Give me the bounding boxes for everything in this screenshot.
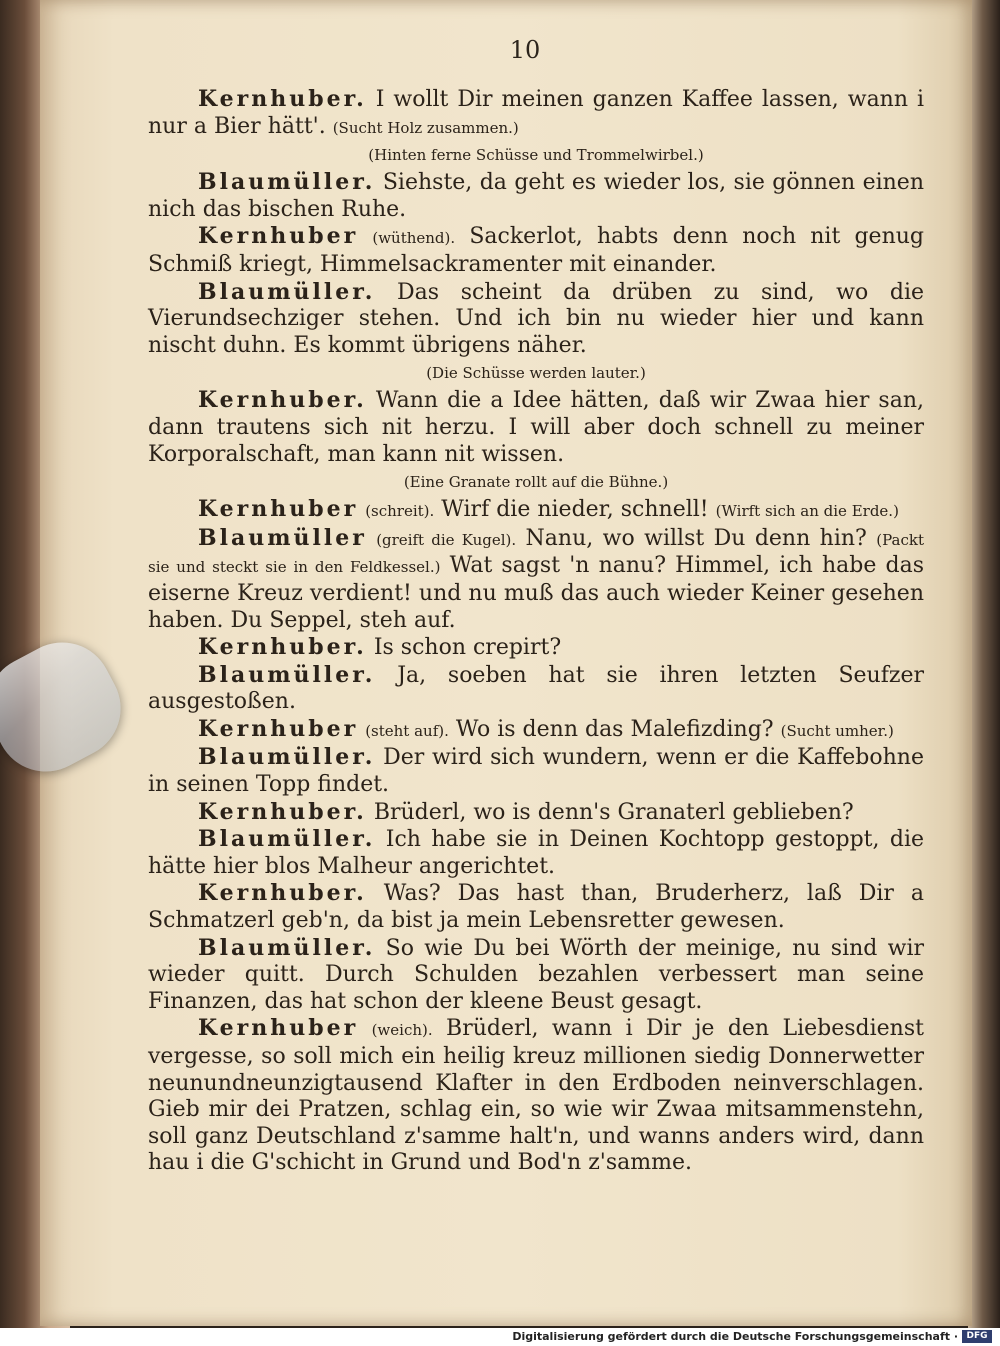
speech-line [148,86,924,141]
stage-direction: (Eine Granate rollt auf die Bühne.) [403,473,669,492]
speaker-name: Kernhuber. [198,880,367,907]
speaker-name: Kernhuber [198,223,359,250]
speech-text: Der wird sich wundern, wenn er die Kaffebohne in seinen Topp findet. [148,745,924,798]
speech-text: Wo is denn das Malefizding? [455,716,774,742]
speaker-name: Kernhuber [198,496,359,523]
speaker-name: Kernhuber [198,715,359,742]
speech-text: Sackerlot, habts denn noch nit genug Schmiß kriegt, Himmelsackramenter mit einander. [148,224,924,277]
speaker-name: Kernhuber. [198,86,367,112]
speech-line [148,744,924,798]
speech-line [148,387,924,468]
play-text [148,86,924,1177]
speech-line [148,935,924,1016]
speech-line [148,169,924,223]
speaker-name: Kernhuber. [198,387,367,414]
footer-bar [0,1328,1000,1346]
speech-line [148,496,924,525]
speech-text: Wann die a Idee hätten, daß wir Zwaa hier san, dann trautens sich nit herzu. I will aber doch schnell zu meiner Korporalschaft, man kann nit wissen. [148,388,924,467]
inline-direction: (Packt sie und steckt sie in den Feldkessel.) [148,530,924,577]
footer-credit: Digitalisierung gefördert durch die Deutsche Forschungsgemeinschaft · [512,1330,958,1343]
speaker-name: Kernhuber. [198,634,367,661]
page-number: 10 [509,36,541,64]
stage-direction: (Die Schüsse werden lauter.) [426,364,646,383]
speech-text: Brüderl, wann i Dir je den Liebesdienst vergesse, so soll mich ein heilig kreuz millionen siedig Donnerwetter neunundneunzigtausend Klafter in den Erdboden neinverschlagen. Gieb mir dei Pratzen, schlag ein, so wie wir Zwaa mitsammenstehn, soll ganz Deutschland z'samme halt'n, und wanns anders wird, dann hau i die G'schicht in Grund und Bod'n z'samme. [148,1016,924,1176]
speech-text: Is schon crepirt? [373,635,562,661]
inline-direction: (steht auf). [365,721,449,740]
speech-line [148,634,924,662]
speech-text: Brüderl, wo is denn's Granaterl geblieben? [373,799,854,825]
speech-line [148,716,924,745]
inline-direction: (wüthend). [372,229,456,248]
speech-line [148,826,924,880]
speech-line [148,799,924,827]
speech-line [148,1015,924,1177]
speaker-name: Blaumüller. [198,278,376,305]
speech-text: Wat sagst 'n nanu? Himmel, ich habe das eiserne Kreuz verdient! und nu muß das auch wieder Keiner gesehen haben. Du Seppel, steh auf. [148,553,924,633]
speaker-name: Blaumüller. [198,744,376,771]
inline-direction: (weich). [371,1021,433,1040]
speaker-name: Blaumüller. [198,169,376,196]
dfg-logo: DFG [962,1330,992,1343]
speech-line [148,880,924,934]
book-page [40,0,972,1326]
speech-text: Was? Das hast than, Bruderherz, laß Dir a Schmatzerl geb'n, da bist ja mein Lebensretter gewesen. [148,881,924,934]
speech-text: Ja, soeben hat sie ihren letzten Seufzer ausgestoßen. [148,662,924,715]
inline-direction: (Wirft sich an die Erde.) [715,502,899,521]
inline-direction: (schreit). [365,502,435,521]
stage-direction: (Hinten ferne Schüsse und Trommelwirbel.) [368,146,704,165]
speech-text: I wollt Dir meinen ganzen Kaffee lassen, wann i nur a Bier hätt'. [148,87,924,139]
inline-direction: (Sucht Holz zusammen.) [332,118,519,137]
speaker-name: Kernhuber. [198,798,367,825]
backdrop-right [968,0,1000,1346]
speech-line [148,223,924,278]
speech-line [148,279,924,360]
speaker-name: Blaumüller. [198,661,376,688]
inline-direction: (greift die Kugel). [376,530,517,549]
speech-text: Siehste, da geht es wieder los, sie gönnen einen nich das bischen Ruhe. [148,170,924,222]
speech-text: Nanu, wo willst Du denn hin? [525,525,867,551]
speech-text: Wirf die nieder, schnell! [441,497,709,523]
speech-line [148,525,924,634]
inline-direction: (Sucht umher.) [780,721,894,740]
speaker-name: Blaumüller [198,524,367,551]
speech-text: So wie Du bei Wörth der meinige, nu sind wir wieder quitt. Durch Schulden bezahlen verbessert man seine Finanzen, das hat schon der kleene Beust gesagt. [148,935,924,1014]
speech-line [148,662,924,716]
speaker-name: Blaumüller. [198,826,376,853]
speaker-name: Blaumüller. [198,934,376,961]
speech-text: Ich habe sie in Deinen Kochtopp gestoppt, die hätte hier blos Malheur angerichtet. [148,827,924,879]
speech-text: Das scheint da drüben zu sind, wo die Vierundsechziger stehen. Und ich bin nu wieder hier und kann nischt duhn. Es kommt übrigens näher. [148,279,924,358]
speaker-name: Kernhuber [198,1015,359,1042]
